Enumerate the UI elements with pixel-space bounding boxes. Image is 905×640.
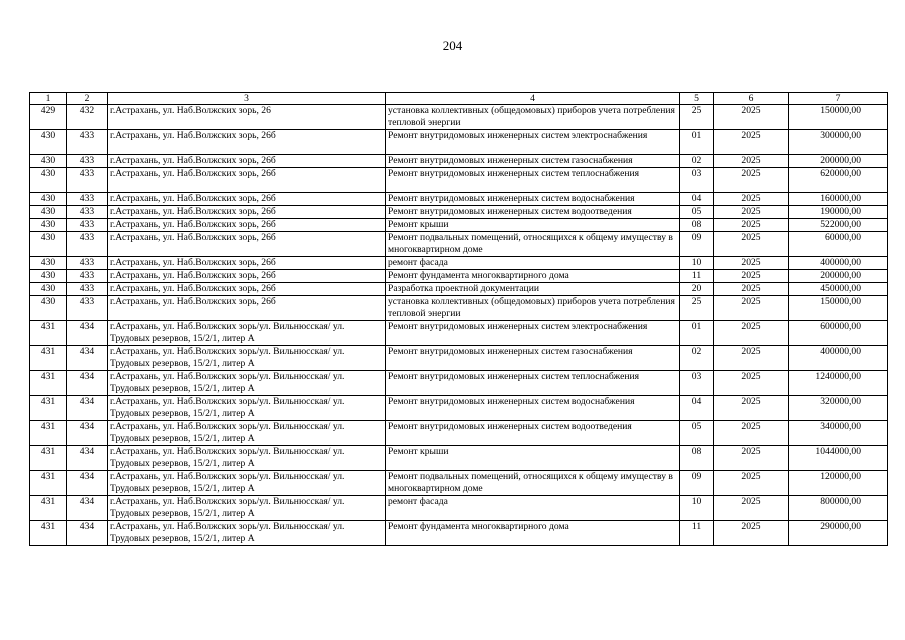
address-cell: г.Астрахань, ул. Наб.Волжских зорь/ул. Вильнюсская/ ул. Трудовых резервов, 15/2/1, литер А xyxy=(108,471,386,496)
address-cell: г.Астрахань, ул. Наб.Волжских зорь/ул. Вильнюсская/ ул. Трудовых резервов, 15/2/1, литер А xyxy=(108,371,386,396)
row-number-cell: 431 xyxy=(30,496,67,521)
year-cell: 2025 xyxy=(714,257,789,270)
table-row xyxy=(30,446,888,471)
address-cell: г.Астрахань, ул. Наб.Волжских зорь, 26б xyxy=(108,168,386,193)
work-code-cell: 10 xyxy=(680,496,714,521)
cost-cell: 620000,00 xyxy=(789,168,888,193)
item-number-cell: 433 xyxy=(67,296,108,321)
item-number-cell: 434 xyxy=(67,421,108,446)
page-number: 204 xyxy=(442,38,463,53)
row-number-cell: 430 xyxy=(30,232,67,257)
year-cell: 2025 xyxy=(714,521,789,546)
item-number-cell: 433 xyxy=(67,130,108,155)
table-row xyxy=(30,155,888,168)
cost-cell: 300000,00 xyxy=(789,130,888,155)
cost-cell: 400000,00 xyxy=(789,257,888,270)
address-cell: г.Астрахань, ул. Наб.Волжских зорь, 26б xyxy=(108,219,386,232)
cost-cell: 150000,00 xyxy=(789,296,888,321)
row-number-cell: 431 xyxy=(30,396,67,421)
cost-cell: 400000,00 xyxy=(789,346,888,371)
item-number-cell: 433 xyxy=(67,193,108,206)
year-cell: 2025 xyxy=(714,321,789,346)
table-row xyxy=(30,283,888,296)
work-code-cell: 08 xyxy=(680,446,714,471)
works-table xyxy=(29,92,888,546)
work-code-cell: 03 xyxy=(680,168,714,193)
table-row xyxy=(30,396,888,421)
work-code-cell: 04 xyxy=(680,193,714,206)
address-cell: г.Астрахань, ул. Наб.Волжских зорь/ул. Вильнюсская/ ул. Трудовых резервов, 15/2/1, литер А xyxy=(108,521,386,546)
work-code-cell: 10 xyxy=(680,257,714,270)
work-code-cell: 08 xyxy=(680,219,714,232)
address-cell: г.Астрахань, ул. Наб.Волжских зорь, 26б xyxy=(108,257,386,270)
year-cell: 2025 xyxy=(714,193,789,206)
table-row xyxy=(30,270,888,283)
item-number-cell: 434 xyxy=(67,496,108,521)
row-number-cell: 431 xyxy=(30,346,67,371)
address-cell: г.Астрахань, ул. Наб.Волжских зорь, 26б xyxy=(108,283,386,296)
cost-cell: 200000,00 xyxy=(789,155,888,168)
work-code-cell: 09 xyxy=(680,471,714,496)
work-type-cell: ремонт фасада xyxy=(386,496,680,521)
year-cell: 2025 xyxy=(714,496,789,521)
item-number-cell: 433 xyxy=(67,283,108,296)
address-cell: г.Астрахань, ул. Наб.Волжских зорь, 26б xyxy=(108,270,386,283)
header-cell: 6 xyxy=(714,93,789,105)
table-row xyxy=(30,421,888,446)
row-number-cell: 430 xyxy=(30,296,67,321)
work-type-cell: Ремонт подвальных помещений, относящихся к общему имуществу в многоквартирном доме xyxy=(386,471,680,496)
work-code-cell: 05 xyxy=(680,206,714,219)
work-code-cell: 25 xyxy=(680,296,714,321)
cost-cell: 160000,00 xyxy=(789,193,888,206)
year-cell: 2025 xyxy=(714,206,789,219)
cost-cell: 600000,00 xyxy=(789,321,888,346)
address-cell: г.Астрахань, ул. Наб.Волжских зорь, 26б xyxy=(108,232,386,257)
table-row xyxy=(30,496,888,521)
cost-cell: 1240000,00 xyxy=(789,371,888,396)
cost-cell: 190000,00 xyxy=(789,206,888,219)
item-number-cell: 434 xyxy=(67,321,108,346)
item-number-cell: 434 xyxy=(67,471,108,496)
address-cell: г.Астрахань, ул. Наб.Волжских зорь, 26б xyxy=(108,296,386,321)
table-row xyxy=(30,471,888,496)
work-code-cell: 25 xyxy=(680,105,714,130)
address-cell: г.Астрахань, ул. Наб.Волжских зорь, 26б xyxy=(108,155,386,168)
work-type-cell: Ремонт внутридомовых инженерных систем электроснабжения xyxy=(386,321,680,346)
address-cell: г.Астрахань, ул. Наб.Волжских зорь, 26б xyxy=(108,193,386,206)
address-cell: г.Астрахань, ул. Наб.Волжских зорь, 26 xyxy=(108,105,386,130)
year-cell: 2025 xyxy=(714,346,789,371)
row-number-cell: 430 xyxy=(30,219,67,232)
year-cell: 2025 xyxy=(714,219,789,232)
header-cell: 4 xyxy=(386,93,680,105)
work-type-cell: ремонт фасада xyxy=(386,257,680,270)
year-cell: 2025 xyxy=(714,155,789,168)
row-number-cell: 430 xyxy=(30,270,67,283)
year-cell: 2025 xyxy=(714,396,789,421)
cost-cell: 450000,00 xyxy=(789,283,888,296)
address-cell: г.Астрахань, ул. Наб.Волжских зорь, 26б xyxy=(108,130,386,155)
table-row xyxy=(30,168,888,193)
work-code-cell: 11 xyxy=(680,270,714,283)
work-code-cell: 05 xyxy=(680,421,714,446)
row-number-cell: 431 xyxy=(30,471,67,496)
header-cell: 3 xyxy=(108,93,386,105)
year-cell: 2025 xyxy=(714,232,789,257)
cost-cell: 150000,00 xyxy=(789,105,888,130)
cost-cell: 60000,00 xyxy=(789,232,888,257)
work-type-cell: Ремонт внутридомовых инженерных систем водоотведения xyxy=(386,206,680,219)
year-cell: 2025 xyxy=(714,446,789,471)
work-type-cell: Ремонт внутридомовых инженерных систем водоотведения xyxy=(386,421,680,446)
item-number-cell: 433 xyxy=(67,206,108,219)
work-type-cell: Ремонт внутридомовых инженерных систем водоснабжения xyxy=(386,396,680,421)
item-number-cell: 433 xyxy=(67,168,108,193)
work-type-cell: Ремонт крыши xyxy=(386,446,680,471)
table-row xyxy=(30,105,888,130)
work-type-cell: Ремонт внутридомовых инженерных систем газоснабжения xyxy=(386,346,680,371)
row-number-cell: 431 xyxy=(30,371,67,396)
work-type-cell: Ремонт внутридомовых инженерных систем электроснабжения xyxy=(386,130,680,155)
item-number-cell: 433 xyxy=(67,257,108,270)
cost-cell: 120000,00 xyxy=(789,471,888,496)
row-number-cell: 431 xyxy=(30,421,67,446)
address-cell: г.Астрахань, ул. Наб.Волжских зорь/ул. Вильнюсская/ ул. Трудовых резервов, 15/2/1, литер А xyxy=(108,321,386,346)
work-type-cell: Ремонт внутридомовых инженерных систем газоснабжения xyxy=(386,155,680,168)
work-code-cell: 20 xyxy=(680,283,714,296)
year-cell: 2025 xyxy=(714,471,789,496)
work-code-cell: 11 xyxy=(680,521,714,546)
work-type-cell: Ремонт внутридомовых инженерных систем теплоснабжения xyxy=(386,371,680,396)
work-code-cell: 01 xyxy=(680,321,714,346)
row-number-cell: 431 xyxy=(30,321,67,346)
header-cell: 2 xyxy=(67,93,108,105)
work-type-cell: Ремонт фундамента многоквартирного дома xyxy=(386,270,680,283)
item-number-cell: 434 xyxy=(67,371,108,396)
item-number-cell: 434 xyxy=(67,521,108,546)
row-number-cell: 430 xyxy=(30,193,67,206)
year-cell: 2025 xyxy=(714,270,789,283)
work-code-cell: 03 xyxy=(680,371,714,396)
year-cell: 2025 xyxy=(714,168,789,193)
item-number-cell: 433 xyxy=(67,270,108,283)
item-number-cell: 433 xyxy=(67,155,108,168)
work-type-cell: Разработка проектной документации xyxy=(386,283,680,296)
address-cell: г.Астрахань, ул. Наб.Волжских зорь/ул. Вильнюсская/ ул. Трудовых резервов, 15/2/1, литер А xyxy=(108,346,386,371)
work-code-cell: 01 xyxy=(680,130,714,155)
item-number-cell: 433 xyxy=(67,219,108,232)
table-row xyxy=(30,321,888,346)
item-number-cell: 434 xyxy=(67,446,108,471)
header-cell: 5 xyxy=(680,93,714,105)
table-row xyxy=(30,130,888,155)
row-number-cell: 430 xyxy=(30,130,67,155)
table-header-row xyxy=(30,93,888,105)
header-cell: 1 xyxy=(30,93,67,105)
item-number-cell: 434 xyxy=(67,346,108,371)
table-row xyxy=(30,296,888,321)
address-cell: г.Астрахань, ул. Наб.Волжских зорь/ул. Вильнюсская/ ул. Трудовых резервов, 15/2/1, литер А xyxy=(108,446,386,471)
year-cell: 2025 xyxy=(714,421,789,446)
row-number-cell: 430 xyxy=(30,155,67,168)
work-code-cell: 09 xyxy=(680,232,714,257)
cost-cell: 290000,00 xyxy=(789,521,888,546)
item-number-cell: 433 xyxy=(67,232,108,257)
year-cell: 2025 xyxy=(714,105,789,130)
cost-cell: 200000,00 xyxy=(789,270,888,283)
work-code-cell: 04 xyxy=(680,396,714,421)
table-row xyxy=(30,232,888,257)
year-cell: 2025 xyxy=(714,130,789,155)
work-type-cell: Ремонт внутридомовых инженерных систем теплоснабжения xyxy=(386,168,680,193)
header-cell: 7 xyxy=(789,93,888,105)
table-row xyxy=(30,371,888,396)
year-cell: 2025 xyxy=(714,371,789,396)
table-row xyxy=(30,193,888,206)
row-number-cell: 429 xyxy=(30,105,67,130)
cost-cell: 340000,00 xyxy=(789,421,888,446)
work-type-cell: установка коллективных (общедомовых) приборов учета потребления тепловой энергии xyxy=(386,105,680,130)
cost-cell: 320000,00 xyxy=(789,396,888,421)
cost-cell: 522000,00 xyxy=(789,219,888,232)
year-cell: 2025 xyxy=(714,296,789,321)
row-number-cell: 431 xyxy=(30,446,67,471)
item-number-cell: 432 xyxy=(67,105,108,130)
work-type-cell: Ремонт подвальных помещений, относящихся к общему имуществу в многоквартирном доме xyxy=(386,232,680,257)
address-cell: г.Астрахань, ул. Наб.Волжских зорь, 26б xyxy=(108,206,386,219)
address-cell: г.Астрахань, ул. Наб.Волжских зорь/ул. Вильнюсская/ ул. Трудовых резервов, 15/2/1, литер А xyxy=(108,396,386,421)
row-number-cell: 431 xyxy=(30,521,67,546)
cost-cell: 800000,00 xyxy=(789,496,888,521)
year-cell: 2025 xyxy=(714,283,789,296)
address-cell: г.Астрахань, ул. Наб.Волжских зорь/ул. Вильнюсская/ ул. Трудовых резервов, 15/2/1, литер А xyxy=(108,421,386,446)
work-code-cell: 02 xyxy=(680,346,714,371)
work-type-cell: Ремонт внутридомовых инженерных систем водоснабжения xyxy=(386,193,680,206)
table-row xyxy=(30,206,888,219)
table-row xyxy=(30,521,888,546)
cost-cell: 1044000,00 xyxy=(789,446,888,471)
table-row xyxy=(30,346,888,371)
table-row xyxy=(30,257,888,270)
item-number-cell: 434 xyxy=(67,396,108,421)
work-type-cell: установка коллективных (общедомовых) приборов учета потребления тепловой энергии xyxy=(386,296,680,321)
work-type-cell: Ремонт фундамента многоквартирного дома xyxy=(386,521,680,546)
row-number-cell: 430 xyxy=(30,283,67,296)
row-number-cell: 430 xyxy=(30,206,67,219)
row-number-cell: 430 xyxy=(30,257,67,270)
work-code-cell: 02 xyxy=(680,155,714,168)
table-row xyxy=(30,219,888,232)
row-number-cell: 430 xyxy=(30,168,67,193)
address-cell: г.Астрахань, ул. Наб.Волжских зорь/ул. Вильнюсская/ ул. Трудовых резервов, 15/2/1, литер А xyxy=(108,496,386,521)
work-type-cell: Ремонт крыши xyxy=(386,219,680,232)
